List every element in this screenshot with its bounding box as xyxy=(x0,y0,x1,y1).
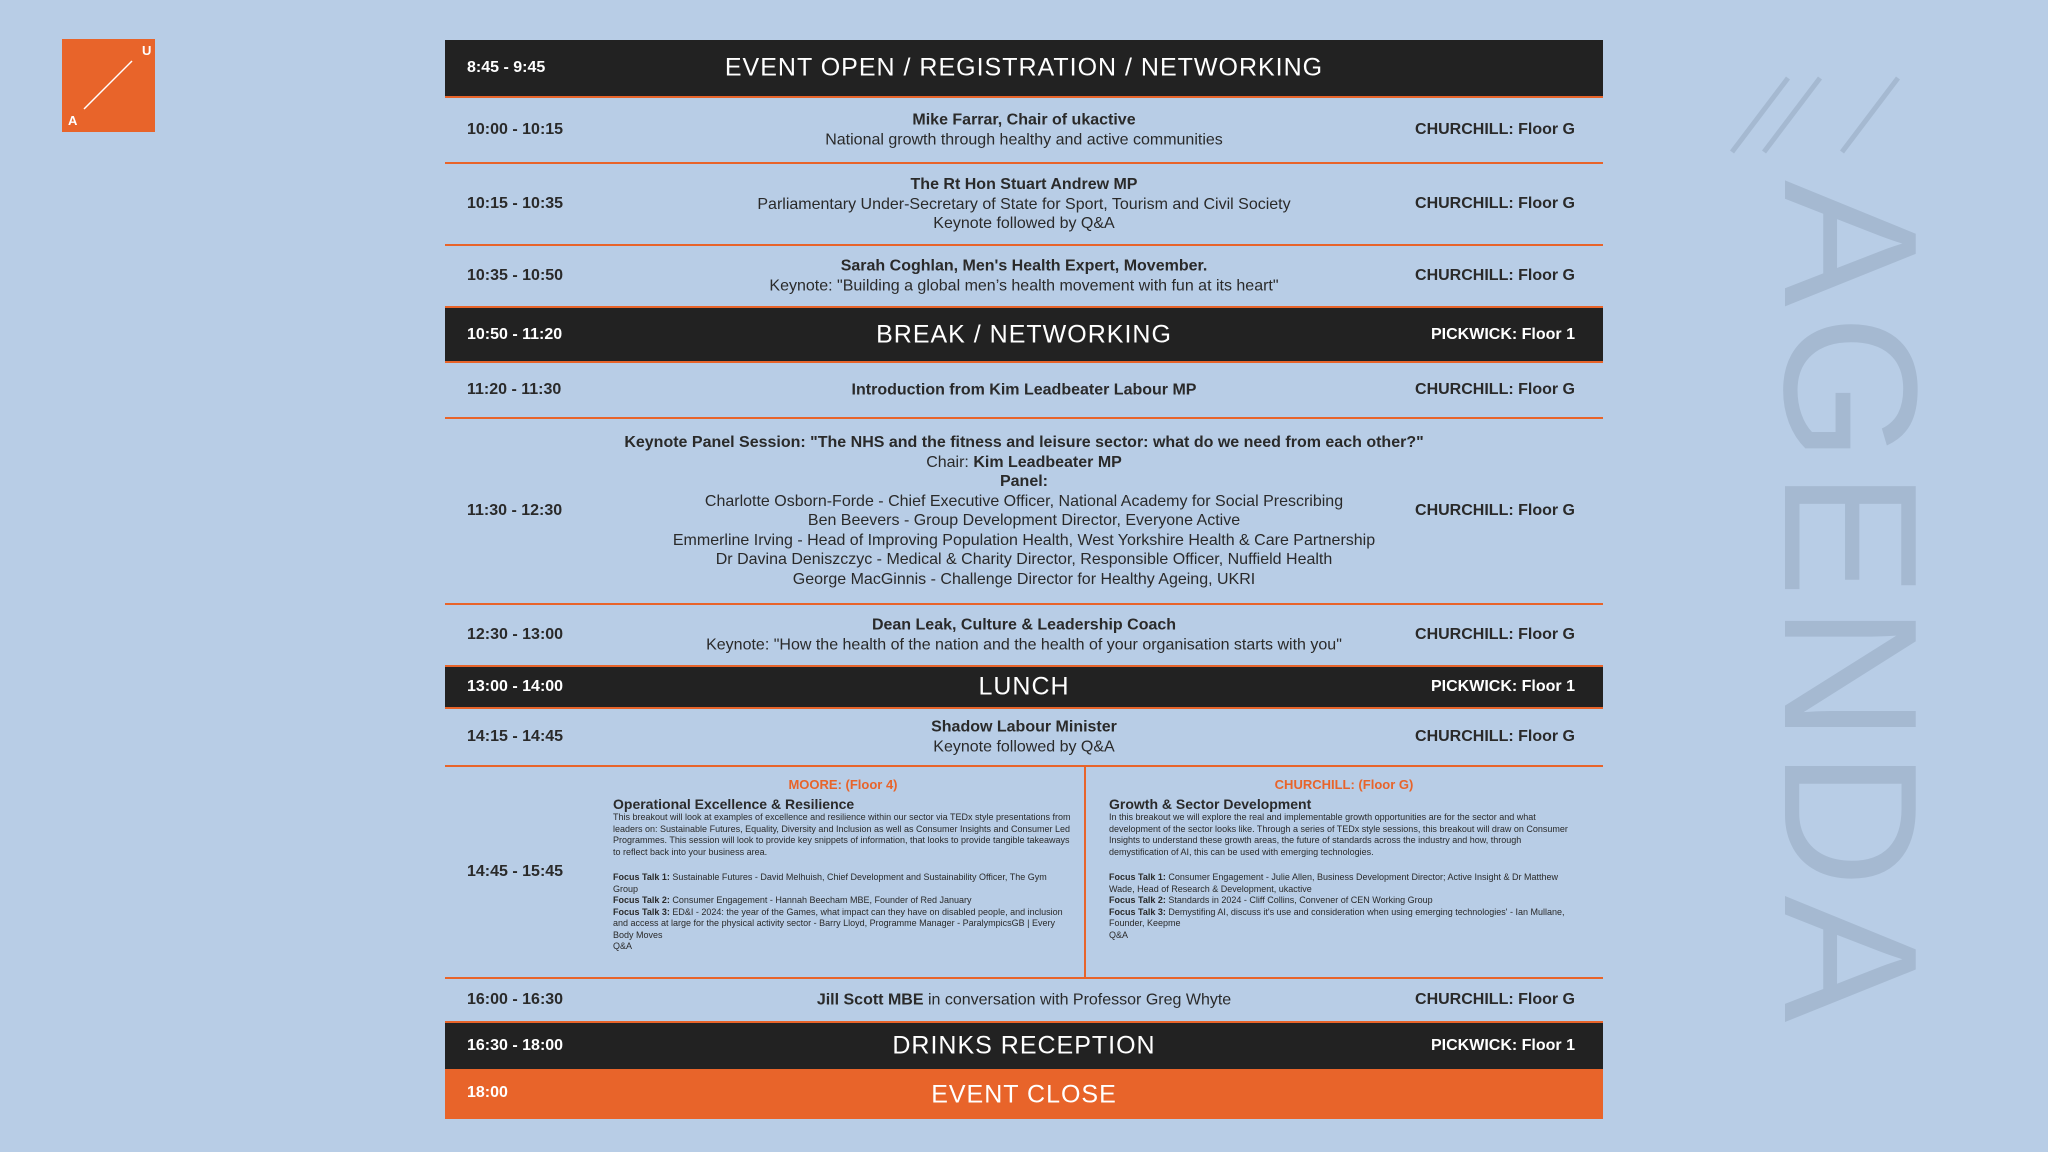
agenda-watermark xyxy=(1720,70,1940,1090)
row-location: CHURCHILL: Floor G xyxy=(1415,502,1575,519)
chair-label: Chair: xyxy=(926,453,969,471)
row-dean-leak xyxy=(445,605,1603,667)
row-session xyxy=(605,990,1443,1010)
row-location: CHURCHILL: Floor G xyxy=(1415,626,1575,643)
row-location: CHURCHILL: Floor G xyxy=(1415,195,1575,212)
row-session xyxy=(605,175,1443,234)
row-location: CHURCHILL: Floor G xyxy=(1415,381,1575,398)
breakout-talks xyxy=(1109,872,1579,941)
focus-talk xyxy=(613,907,1073,942)
row-jill-scott xyxy=(445,979,1603,1023)
row-time: 16:30 - 18:00 xyxy=(467,1037,564,1054)
row-drinks xyxy=(445,1023,1603,1071)
session-speaker: Dean Leak, Culture & Leadership Coach xyxy=(871,616,1177,634)
focus-talk-label: Focus Talk 2: xyxy=(1109,895,1166,905)
session-description: National growth through healthy and active communities xyxy=(825,131,1223,148)
focus-talk-text: ED&I - 2024: the year of the Games, what impact can they have on disabled people, and inclusion and access at large for the physical activity sector - Barry Lloyd, Programme Manager - ParalympicsGB | Every Body Moves xyxy=(613,906,1063,940)
row-location: PICKWICK: Floor 1 xyxy=(1431,1037,1575,1054)
row-mike-farrar xyxy=(445,98,1603,164)
row-time: 14:15 - 14:45 xyxy=(467,728,564,745)
row-time: 11:30 - 12:30 xyxy=(467,502,563,519)
row-time: 10:50 - 11:20 xyxy=(467,325,563,343)
row-location: PICKWICK: Floor 1 xyxy=(1431,678,1575,695)
panel-member: Charlotte Osborn-Forde - Chief Executive Officer, National Academy for Social Prescribing xyxy=(704,492,1344,510)
row-keynote-panel xyxy=(445,419,1603,605)
breakout-room: CHURCHILL: (Floor G) xyxy=(1274,777,1414,792)
focus-talk-text: Consumer Engagement - Julie Allen, Business Development Director; Active Insight & Dr Matthew Wade, Head of Research & Development, ukactive xyxy=(1109,872,1559,894)
row-session xyxy=(605,616,1443,655)
row-location: CHURCHILL: Floor G xyxy=(1415,728,1575,745)
panel-member: Dr Davina Deniszczyc - Medical & Charity Director, Responsible Officer, Nuffield Health xyxy=(715,551,1333,568)
row-registration xyxy=(445,40,1603,98)
row-session xyxy=(605,380,1443,400)
focus-talk-label: Focus Talk 1: xyxy=(613,872,670,882)
focus-talk-label: Focus Talk 3: xyxy=(613,906,670,917)
row-time: 10:00 - 10:15 xyxy=(467,121,564,138)
row-time: 10:15 - 10:35 xyxy=(467,195,564,212)
row-sarah-coghlan xyxy=(445,246,1603,308)
session-description: Keynote followed by Q&A xyxy=(933,738,1115,755)
focus-talk-text: Standards in 2024 - Cliff Collins, Convener of CEN Working Group xyxy=(1168,895,1433,905)
row-time: 11:20 - 11:30 xyxy=(467,381,562,398)
row-title: DRINKS RECEPTION xyxy=(892,1031,1156,1060)
session-description: Parliamentary Under-Secretary of State for Sport, Tourism and Civil Society xyxy=(757,195,1291,213)
focus-talk-text: Sustainable Futures - David Melhuish, Chief Development and Sustainability Officer, The Gym Group xyxy=(613,872,1047,894)
breakout-title: Operational Excellence & Resilience xyxy=(613,795,855,812)
breakout-room: MOORE: (Floor 4) xyxy=(788,777,898,792)
ua-logo xyxy=(62,39,155,132)
session-note: Keynote followed by Q&A xyxy=(933,214,1115,232)
session-speaker: The Rt Hon Stuart Andrew MP xyxy=(910,175,1138,193)
session-speaker: Sarah Coghlan, Men's Health Expert, Movember. xyxy=(840,257,1208,275)
row-stuart-andrew xyxy=(445,164,1603,246)
focus-talk-text: Consumer Engagement - Hannah Beecham MBE, Founder of Red January xyxy=(672,895,972,905)
row-location: CHURCHILL: Floor G xyxy=(1415,267,1575,284)
row-title: LUNCH xyxy=(978,672,1070,701)
session-speaker: Jill Scott MBE xyxy=(816,991,924,1009)
row-session xyxy=(605,718,1443,757)
breakout-moore xyxy=(613,779,1073,953)
row-time: 18:00 xyxy=(467,1084,508,1101)
focus-talk-label: Focus Talk 3: xyxy=(1109,906,1166,917)
chair-name: Kim Leadbeater MP xyxy=(973,453,1122,471)
row-time: 14:45 - 15:45 xyxy=(467,863,564,880)
panel-member: George MacGinnis - Challenge Director for Healthy Ageing, UKRI xyxy=(792,570,1256,588)
row-break xyxy=(445,308,1603,363)
row-time: 16:00 - 16:30 xyxy=(467,991,564,1008)
breakout-churchill xyxy=(1109,779,1579,941)
session-speaker: Keynote Panel Session: "The NHS and the fitness and leisure sector: what do we need from each other?" xyxy=(624,434,1424,451)
focus-talk-label: Focus Talk 2: xyxy=(613,895,670,905)
row-title: EVENT CLOSE xyxy=(931,1080,1117,1109)
row-time: 8:45 - 9:45 xyxy=(467,59,546,76)
breakout-divider xyxy=(1084,767,1086,977)
row-time: 13:00 - 14:00 xyxy=(467,678,564,695)
focus-talk-label: Focus Talk 1: xyxy=(1109,872,1166,882)
panel-member: Ben Beevers - Group Development Director, Everyone Active xyxy=(807,512,1241,529)
logo-letter-u: U xyxy=(142,43,152,58)
breakout-title: Growth & Sector Development xyxy=(1109,795,1312,812)
agenda-table xyxy=(445,40,1603,1119)
row-time: 12:30 - 13:00 xyxy=(467,626,564,643)
focus-talk-text: Demystifing AI, discuss it's use and consideration when using emerging technologies' - Ian Mullane, Founder, Keepme xyxy=(1109,906,1565,928)
row-location: CHURCHILL: Floor G xyxy=(1415,991,1575,1008)
panel-chair xyxy=(575,453,1473,473)
row-title: BREAK / NETWORKING xyxy=(876,320,1172,348)
session-description: in conversation with Professor Greg Whyte xyxy=(923,991,1232,1009)
session-description: Keynote: "Building a global men’s health movement with fun at its heart" xyxy=(769,277,1279,294)
session-speaker: Shadow Labour Minister xyxy=(931,718,1117,736)
focus-talk xyxy=(1109,895,1579,907)
qa-label: Q&A xyxy=(613,941,633,951)
row-breakouts xyxy=(445,767,1603,979)
row-location: CHURCHILL: Floor G xyxy=(1415,121,1575,138)
session-speaker: Introduction from Kim Leadbeater Labour MP xyxy=(851,381,1197,399)
breakout-description: In this breakout we will explore the real and implementable growth opportunities are for the sector and what development of the sector looks like. Through a series of TEDx style sessions, this breakout will draw on Consumer Insights to understand these growth areas, the future of standards across the industry and how, through demystification of AI, this can be used with emerging technologies. xyxy=(1109,812,1568,857)
panel-member: Emmerline Irving - Head of Improving Population Health, West Yorkshire Health & Care Partnership xyxy=(672,531,1376,549)
row-title: EVENT OPEN / REGISTRATION / NETWORKING xyxy=(724,53,1324,82)
qa-label: Q&A xyxy=(1109,929,1129,940)
watermark-slashes-icon xyxy=(1720,70,1940,1090)
row-shadow-minister xyxy=(445,709,1603,767)
watermark-text: AGENDA xyxy=(1744,180,1940,1031)
session-speaker: Mike Farrar, Chair of ukactive xyxy=(912,111,1136,129)
panel-label: Panel: xyxy=(999,473,1048,490)
breakout-talks xyxy=(613,872,1073,953)
row-session xyxy=(605,111,1443,150)
session-description: Keynote: "How the health of the nation and the health of your organisation starts with you" xyxy=(706,636,1342,653)
breakout-description: This breakout will look at examples of excellence and resilience within our sector via TEDx style presentations from leaders on: Sustainable Futures, Equality, Diversity and Inclusion as well as Consumer Insights and Consumer Led Programmes. This session will look to provide key snippets of information, that looks to provide tangible takeaways to reflect back into your business area. xyxy=(613,812,1071,857)
focus-talk xyxy=(1109,907,1579,930)
row-time: 10:35 - 10:50 xyxy=(467,267,564,284)
focus-talk xyxy=(1109,872,1579,895)
focus-talk xyxy=(613,895,1073,907)
row-introduction xyxy=(445,363,1603,419)
row-lunch xyxy=(445,667,1603,709)
row-session xyxy=(575,433,1473,589)
logo-letter-a: A xyxy=(68,113,78,128)
row-location: PICKWICK: Floor 1 xyxy=(1431,325,1575,343)
focus-talk xyxy=(613,872,1073,895)
row-event-close xyxy=(445,1071,1603,1119)
row-session xyxy=(605,257,1443,296)
